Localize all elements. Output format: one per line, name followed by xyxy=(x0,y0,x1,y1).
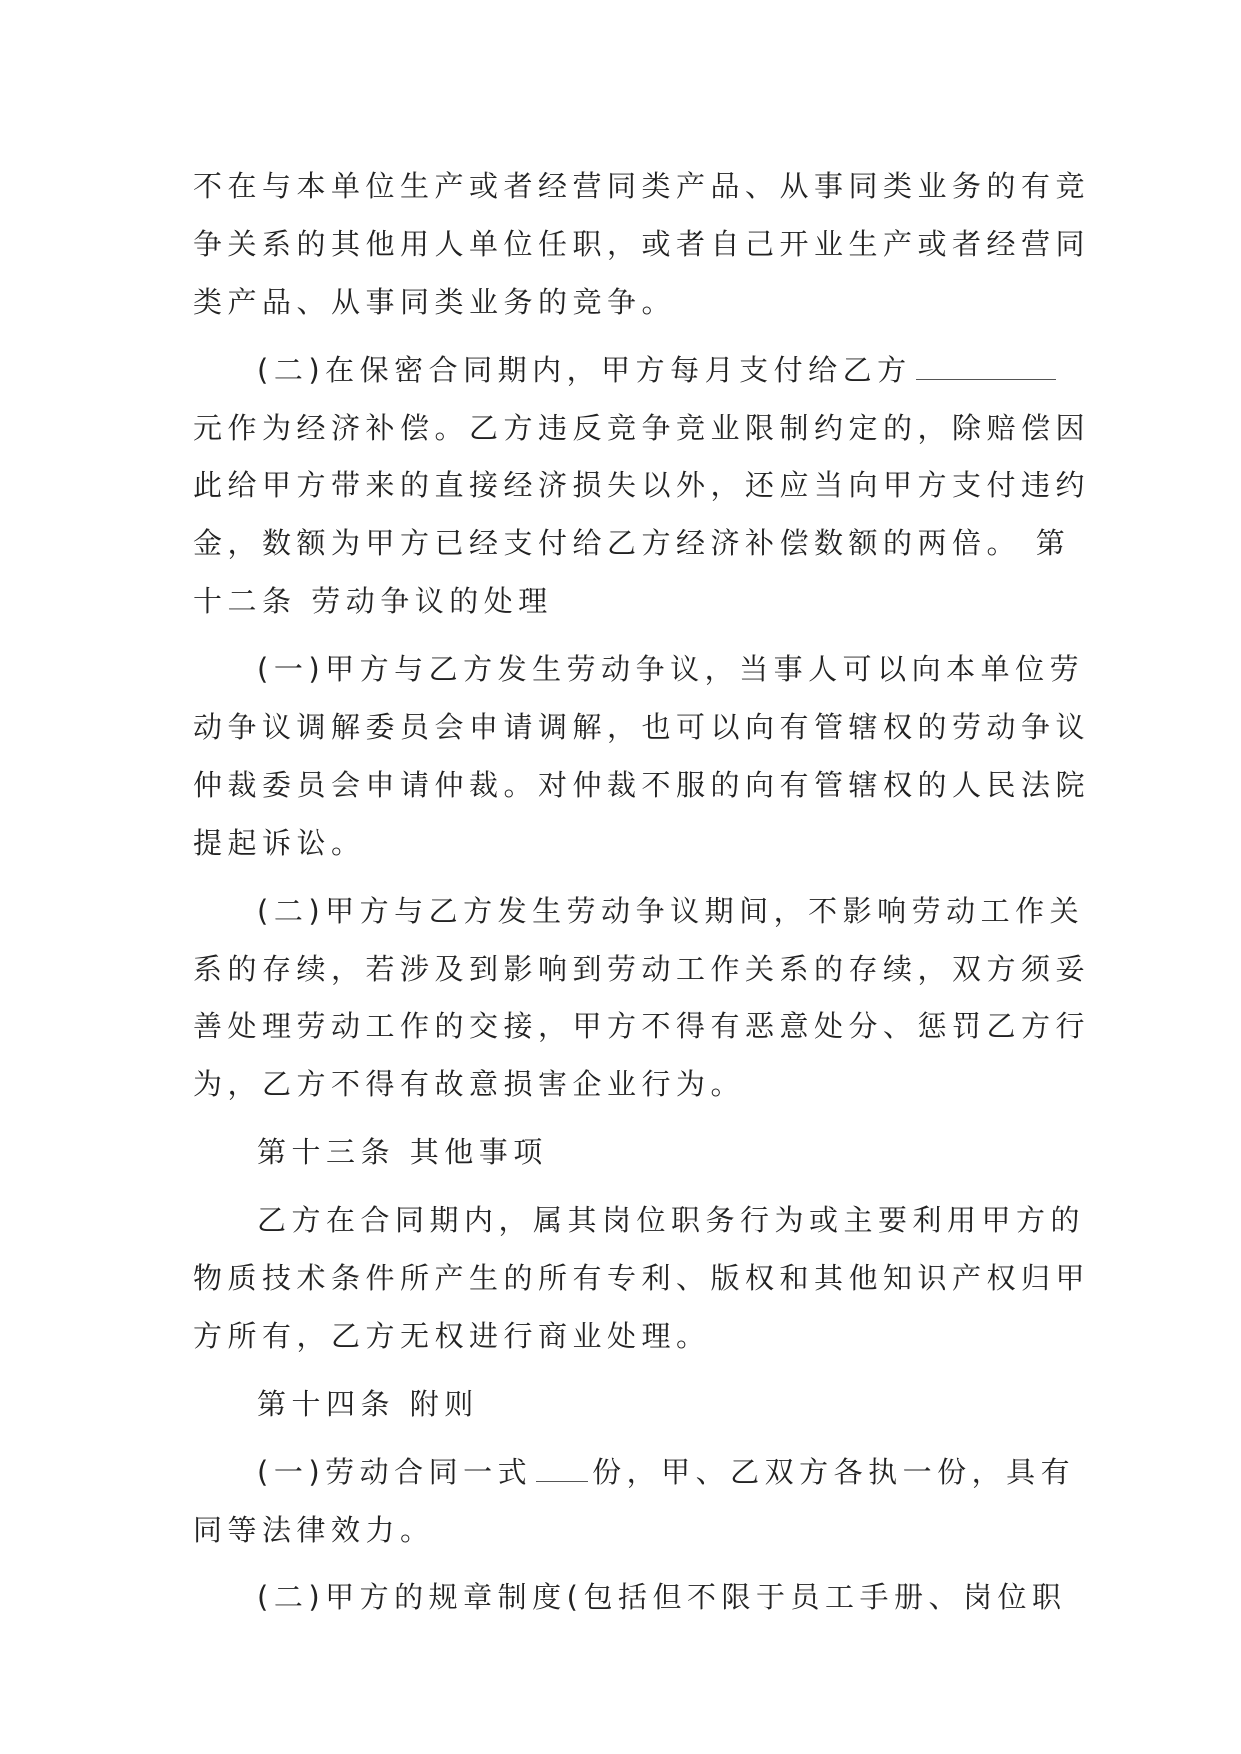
text-line: (二)甲方的规章制度(包括但不限于员工手册、岗位职 xyxy=(257,1580,1067,1615)
text-line: 系的存续，若涉及到影响到劳动工作关系的存续，双方须妥 xyxy=(193,951,1091,986)
text-segment: (二)在保密合同期内，甲方每月支付给乙方 xyxy=(257,352,912,387)
section-heading: 第十三条 其他事项 xyxy=(257,1135,548,1170)
text-line: 同等法律效力。 xyxy=(193,1512,435,1547)
text-line: 善处理劳动工作的交接，甲方不得有恶意处分、惩罚乙方行 xyxy=(193,1009,1091,1044)
text-line: 物质技术条件所产生的所有专利、版权和其他知识产权归甲 xyxy=(193,1261,1091,1296)
text-line: 此给甲方带来的直接经济损失以外，还应当向甲方支付违约 xyxy=(193,468,1091,503)
text-line: 方所有，乙方无权进行商业处理。 xyxy=(193,1318,711,1353)
text-line: 动争议调解委员会申请调解，也可以向有管辖权的劳动争议 xyxy=(193,710,1091,745)
text-line: (一)甲方与乙方发生劳动争议，当事人可以向本单位劳 xyxy=(257,652,1085,687)
text-line: 金，数额为甲方已经支付给乙方经济补偿数额的两倍。 第 xyxy=(193,526,1071,561)
text-line: 争关系的其他用人单位任职，或者自己开业生产或者经营同 xyxy=(193,226,1091,261)
text-segment: (一)劳动合同一式 xyxy=(257,1454,533,1489)
text-line xyxy=(193,1444,1076,1502)
text-line: 仲裁委员会申请仲裁。对仲裁不服的向有管辖权的人民法院 xyxy=(193,767,1091,802)
text-segment: 份，甲、乙双方各执一份，具有 xyxy=(592,1454,1076,1489)
text-line: 十二条 劳动争议的处理 xyxy=(193,584,553,619)
text-line: 类产品、从事同类业务的竞争。 xyxy=(193,284,677,319)
text-line: 不在与本单位生产或者经营同类产品、从事同类业务的有竞 xyxy=(193,169,1091,203)
document-body xyxy=(193,158,1091,1627)
text-line: 乙方在合同期内，属其岗位职务行为或主要利用甲方的 xyxy=(257,1203,1086,1238)
fill-in-blank xyxy=(536,1451,588,1482)
section-heading: 第十四条 附则 xyxy=(257,1386,479,1421)
text-line: 提起诉讼。 xyxy=(193,825,366,860)
text-line: 元作为经济补偿。乙方违反竞争竞业限制约定的，除赔偿因 xyxy=(193,410,1091,445)
text-line: (二)甲方与乙方发生劳动争议期间，不影响劳动工作关 xyxy=(257,893,1085,928)
text-line xyxy=(193,342,1055,400)
text-line: 为，乙方不得有故意损害企业行为。 xyxy=(193,1067,746,1102)
fill-in-blank xyxy=(916,349,1056,380)
